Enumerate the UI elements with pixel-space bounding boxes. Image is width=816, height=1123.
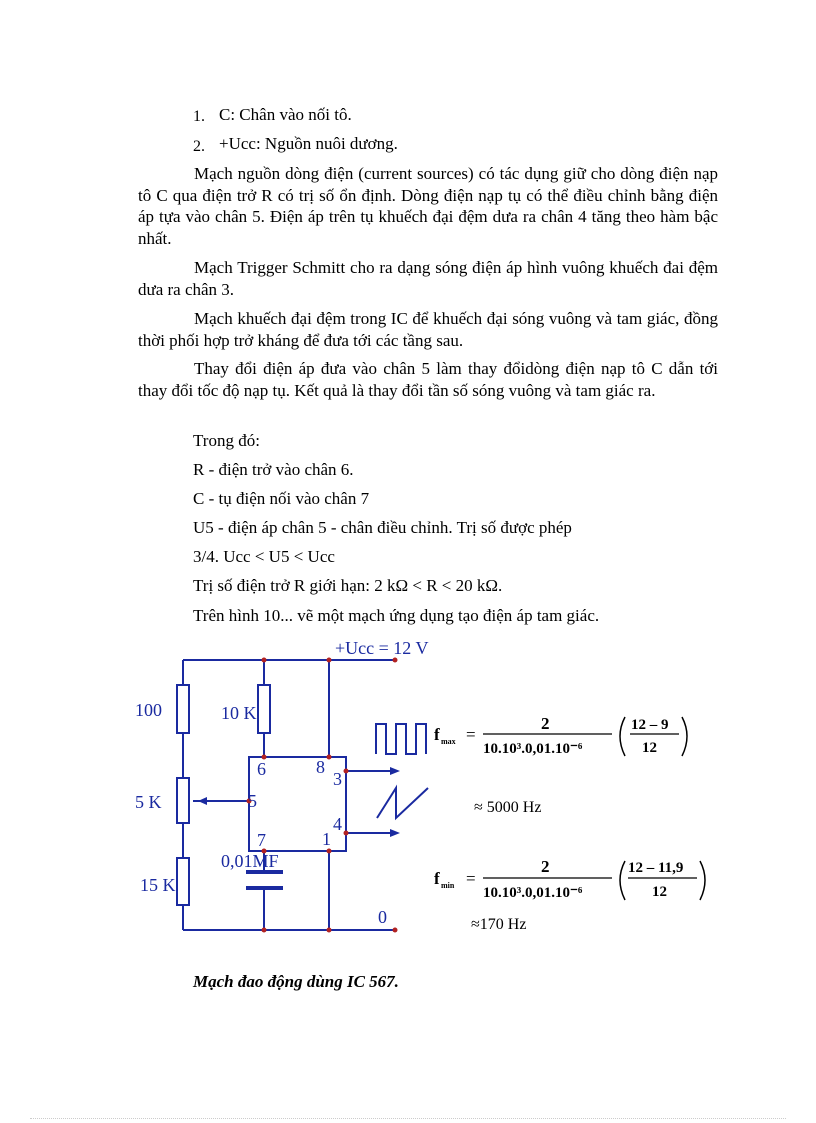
- output-arrow-icon: [390, 767, 400, 775]
- formula-den: 10.10³.0,01.10⁻⁶: [483, 885, 583, 901]
- square-wave-icon: [376, 724, 426, 754]
- pin-7-label: 7: [257, 830, 266, 850]
- definition-c: C - tụ điện nối vào chân 7: [193, 489, 370, 508]
- resistor-15k: [177, 858, 189, 905]
- formula-result: ≈170 Hz: [471, 916, 527, 933]
- formula-frac-num: 12 – 9: [631, 717, 669, 733]
- pin-4-label: 4: [333, 814, 342, 834]
- formula-lhs: f: [434, 725, 440, 744]
- definition-u5-range: 3/4. Ucc < U5 < Ucc: [193, 547, 335, 566]
- pin-8-label: 8: [316, 757, 325, 777]
- paren-right-icon: [682, 717, 687, 756]
- formula-num: 2: [541, 857, 550, 876]
- formula-frac-den: 12: [642, 740, 657, 756]
- paragraph-buffer-amplifier: Mạch khuếch đại đệm trong IC để khuếch đại sóng vuông và tam giác, đồng thời phối hợp trở kháng để đưa tới các tầng sau.: [138, 309, 718, 350]
- list-number-2: 2.: [193, 138, 205, 155]
- formula-num: 2: [541, 714, 550, 733]
- formula-lhs-sub: max: [441, 737, 456, 746]
- formula-lhs: f: [434, 869, 440, 888]
- circuit-wiring: [183, 660, 396, 930]
- formula-fmax: [434, 714, 687, 816]
- definition-intro: Trong đó:: [193, 431, 260, 450]
- formula-lhs-sub: min: [441, 881, 455, 890]
- formula-equals: =: [466, 869, 476, 888]
- pin-3-label: 3: [333, 769, 342, 789]
- paragraph-schmitt-trigger: Mạch Trigger Schmitt cho ra dạng sóng điện áp hình vuông khuếch đai đệm dưa ra chân 3.: [138, 258, 718, 299]
- potentiometer-5k: [177, 778, 189, 823]
- figure-caption: Mạch đao động dùng IC 567.: [193, 972, 399, 991]
- paren-left-icon: [620, 717, 625, 756]
- resistor-100-label: 100: [135, 700, 162, 720]
- formula-frac-num: 12 – 11,9: [628, 860, 684, 876]
- resistor-100: [177, 685, 189, 733]
- paren-right-icon: [700, 861, 705, 900]
- page-bottom-divider: [30, 1118, 786, 1119]
- supply-label: +Ucc = 12 V: [335, 638, 429, 658]
- definition-r-limit: Trị số điện trở R giới hạn: 2 kΩ < R < 20 kΩ.: [193, 576, 503, 595]
- potentiometer-label: 5 K: [135, 792, 162, 812]
- resistor-15k-label: 15 K: [140, 875, 176, 895]
- formula-den: 10.10³.0,01.10⁻⁶: [483, 741, 583, 757]
- pin-5-label: 5: [248, 791, 257, 811]
- paragraph-current-source: Mạch nguồn dòng điện (current sources) có tác dụng giữ cho dòng điện nạp tô C qua điện trở R có trị số ổn định. Dòng điện nạp tụ có thể điều chỉnh bằng điện áp tựa vào chân 5. Điện áp trên tụ khuếch đại đệm dưa ra chân 4 tăng theo hàm bậc nhất.: [138, 164, 718, 248]
- list-item-1: C: Chân vào nối tô.: [219, 105, 352, 124]
- resistor-10k-label: 10 K: [221, 703, 257, 723]
- formula-equals: =: [466, 725, 476, 744]
- list-number-1: 1.: [193, 108, 205, 125]
- output-arrow-icon: [390, 829, 400, 837]
- capacitor-icon: [246, 872, 283, 888]
- paragraph-frequency-change: Thay đổi điện áp đưa vào chân 5 làm thay đổidòng điện nạp tô C dẫn tới thay đổi tốc độ nạp tụ. Kết quả là thay đổi tần số sóng vuông và tam giác ra.: [138, 359, 718, 400]
- definition-r: R - điện trở vào chân 6.: [193, 460, 354, 479]
- triangle-wave-icon: [377, 788, 428, 818]
- pin-6-label: 6: [257, 759, 266, 779]
- formula-result: ≈ 5000 Hz: [474, 799, 542, 816]
- capacitor-label: 0,01MF: [221, 851, 279, 871]
- resistor-10k: [258, 685, 270, 733]
- definition-u5: U5 - điện áp chân 5 - chân điều chỉnh. Trị số được phép: [193, 518, 572, 537]
- ground-label: 0: [378, 907, 387, 927]
- list-item-2: +Ucc: Nguồn nuôi dương.: [219, 134, 398, 153]
- formula-fmin: [434, 857, 705, 933]
- formula-frac-den: 12: [652, 884, 667, 900]
- wiper-arrow-icon: [198, 797, 207, 805]
- paren-left-icon: [620, 861, 625, 900]
- pin-1-label: 1: [322, 829, 331, 849]
- figure-reference: Trên hình 10... vẽ một mạch ứng dụng tạo điện áp tam giác.: [193, 606, 600, 625]
